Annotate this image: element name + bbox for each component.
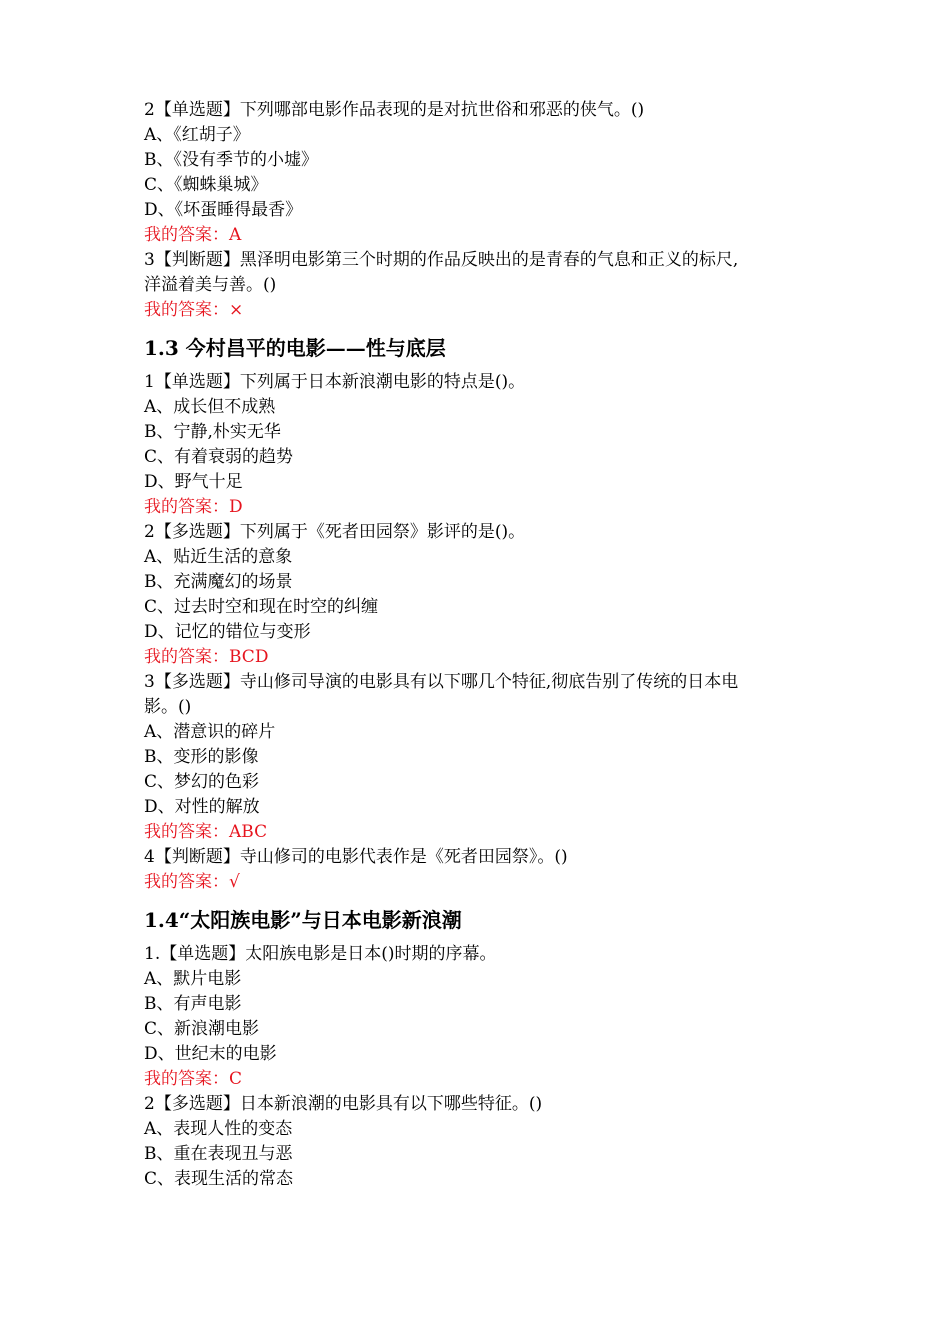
question-stem: 2【单选题】下列哪部电影作品表现的是对抗世俗和邪恶的侠气。() xyxy=(144,100,645,120)
option-a: A、潜意识的碎片 xyxy=(144,722,276,742)
option-b: B、重在表现丑与恶 xyxy=(144,1144,293,1164)
option-a: A、成长但不成熟 xyxy=(144,397,276,417)
my-answer: 我的答案：ABC xyxy=(144,822,268,842)
option-d: D、世纪末的电影 xyxy=(144,1044,277,1064)
option-c: C、梦幻的色彩 xyxy=(144,772,260,792)
question-stem: 1【单选题】下列属于日本新浪潮电影的特点是()。 xyxy=(144,372,526,392)
question-stem: 2【多选题】日本新浪潮的电影具有以下哪些特征。() xyxy=(144,1094,543,1114)
question-stem: 4【判断题】寺山修司的电影代表作是《死者田园祭》。() xyxy=(144,847,568,867)
question-stem: 3【判断题】黑泽明电影第三个时期的作品反映出的是青春的气息和正义的标尺, xyxy=(144,250,739,270)
option-c: C、《蜘蛛巢城》 xyxy=(144,175,268,195)
option-d: D、野气十足 xyxy=(144,472,243,492)
my-answer: 我的答案：BCD xyxy=(144,647,269,667)
question-stem: 3【多选题】寺山修司导演的电影具有以下哪几个特征,彻底告别了传统的日本电 xyxy=(144,672,739,692)
my-answer: 我的答案：A xyxy=(144,225,242,245)
question-stem: 1.【单选题】太阳族电影是日本()时期的序幕。 xyxy=(144,944,497,964)
document-page xyxy=(144,98,824,1192)
option-b: B、《没有季节的小墟》 xyxy=(144,150,318,170)
option-b: B、有声电影 xyxy=(144,994,242,1014)
my-answer: 我的答案：D xyxy=(144,497,243,517)
option-c: C、表现生活的常态 xyxy=(144,1169,294,1189)
question-stem: 2【多选题】下列属于《死者田园祭》影评的是()。 xyxy=(144,522,526,542)
option-d: D、《坏蛋睡得最香》 xyxy=(144,200,303,220)
my-answer: 我的答案：× xyxy=(144,300,244,320)
section-title-1-4: 1.4“太阳族电影”与日本电影新浪潮 xyxy=(144,908,462,932)
option-b: B、宁静,朴实无华 xyxy=(144,422,281,442)
option-a: A、默片电影 xyxy=(144,969,242,989)
option-d: D、对性的解放 xyxy=(144,797,260,817)
option-c: C、新浪潮电影 xyxy=(144,1019,260,1039)
option-b: B、充满魔幻的场景 xyxy=(144,572,293,592)
option-d: D、记忆的错位与变形 xyxy=(144,622,311,642)
option-a: A、《红胡子》 xyxy=(144,125,250,145)
my-answer: 我的答案：√ xyxy=(144,872,240,892)
my-answer: 我的答案：C xyxy=(144,1069,243,1089)
option-a: A、表现人性的变态 xyxy=(144,1119,293,1139)
option-a: A、贴近生活的意象 xyxy=(144,547,293,567)
option-c: C、过去时空和现在时空的纠缠 xyxy=(144,597,379,617)
question-stem-continued: 洋溢着美与善。() xyxy=(144,275,277,295)
option-c: C、有着衰弱的趋势 xyxy=(144,447,294,467)
question-stem-continued: 影。() xyxy=(144,697,192,717)
section-title-1-3: 1.3 今村昌平的电影——性与底层 xyxy=(144,336,446,360)
option-b: B、变形的影像 xyxy=(144,747,259,767)
